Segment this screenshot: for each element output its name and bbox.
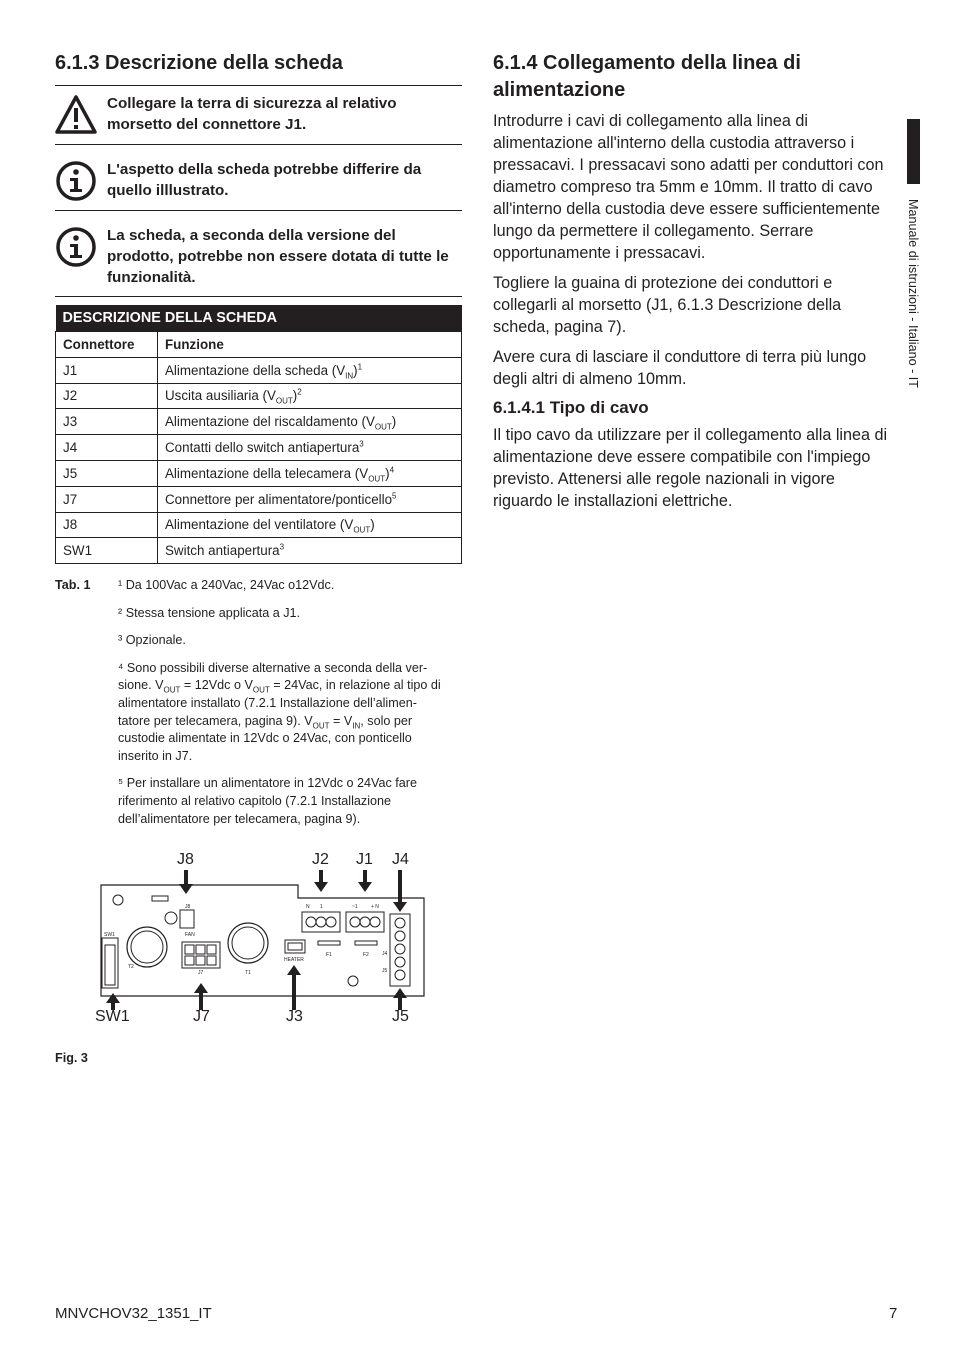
connector-cell: J3 [56, 409, 158, 435]
function-cell: Connettore per alimentatore/ponticello$^5$ [158, 486, 462, 512]
section-title: 6.1.3 Descrizione della scheda [55, 52, 343, 74]
connector-cell: J5 [56, 460, 158, 486]
description-table [55, 305, 462, 564]
table-row [56, 357, 462, 383]
board-diagram [90, 850, 430, 1035]
function-cell: Alimentazione della scheda $(V_{IN})^1$ [158, 357, 462, 383]
connector-cell: J2 [56, 383, 158, 409]
svg-text:HEATER: HEATER [284, 957, 304, 963]
section-title: 6.1.4 Collegamento della linea di alimentazione [493, 52, 801, 101]
connector-cell: J1 [56, 357, 158, 383]
connector-cell: J7 [56, 486, 158, 512]
footnote: ³ Opzionale. [118, 633, 186, 648]
column-header: Connettore [56, 332, 158, 358]
paragraph: Introdurre i cavi di collegamento alla linea di alimentazione all'interno della custodia attraverso i pressacavi. I pressacavi sono adatti per conduttori con diametro compreso tra 5mm e 10mm. Il tratto di cavo all'interno della custodia deve essere sufficientemente lungo da permettere il collegamento. Serrare opportunamente i pressacavi. [493, 112, 884, 262]
info-text: La scheda, a seconda della versione del prodotto, potrebbe non essere dotata di tutte le funzionalità. [107, 227, 449, 286]
document-code: MNVCHOV32_1351_IT [55, 1305, 212, 1322]
table-header-row [56, 332, 462, 358]
table-row [56, 538, 462, 564]
svg-text:J8: J8 [185, 904, 191, 910]
footnotes [55, 577, 462, 838]
svg-text:1: 1 [320, 904, 323, 910]
table-row [56, 383, 462, 409]
svg-text:FAN: FAN [185, 932, 195, 938]
connector-cell: J8 [56, 512, 158, 538]
info-text: L'aspetto della scheda potrebbe differire da quello illlustrato. [107, 161, 422, 199]
warning-note [55, 86, 462, 145]
connector-label: J2 [312, 851, 329, 868]
svg-text:T2: T2 [128, 964, 134, 970]
connector-label: J1 [356, 851, 373, 868]
svg-text:J7: J7 [198, 970, 204, 976]
page-number: 7 [889, 1305, 898, 1322]
connector-label: J7 [193, 1008, 210, 1025]
side-label: Manuale di istruzioni - Italiano - IT [906, 199, 920, 388]
connector-label: J4 [392, 851, 409, 868]
info-note [55, 211, 462, 297]
table-row [56, 486, 462, 512]
side-tab-marker [907, 119, 920, 184]
connector-label: J3 [286, 1008, 303, 1025]
table-caption: Tab. 1 [55, 578, 91, 592]
table-row [56, 435, 462, 461]
svg-text:F1: F1 [326, 952, 332, 958]
footnote: ¹ Da 100Vac a 240Vac, 24Vac o12Vdc. [118, 578, 335, 592]
table-row [56, 460, 462, 486]
warning-triangle-icon [55, 94, 97, 136]
table-title: DESCRIZIONE DELLA SCHEDA [56, 305, 462, 332]
function-cell: Alimentazione della telecamera $(V_{OUT})^4$ [158, 460, 462, 486]
info-note [55, 145, 462, 211]
paragraph: Avere cura di lasciare il conduttore di terra più lungo degli altri di almeno 10mm. [493, 348, 867, 388]
table-row [56, 409, 462, 435]
connector-label: J8 [177, 851, 194, 868]
connector-cell: SW1 [56, 538, 158, 564]
connector-label: SW1 [95, 1008, 130, 1025]
svg-text:SW1: SW1 [104, 932, 115, 938]
info-circle-icon [55, 226, 97, 268]
footnote: ² Stessa tensione applicata a J1. [118, 605, 301, 620]
left-column [55, 50, 462, 826]
function-cell: Uscita ausiliaria $(V_{OUT})^2$ [158, 383, 462, 409]
svg-text:~1: ~1 [352, 904, 358, 910]
footnote: ⁵ Per installare un alimentatore in 12Vdc o 24Vac fare riferimento al relativo capitolo (7.2.1 Installazione dell’alimentatore per telecamera, pagina 9). [118, 776, 418, 826]
svg-text:T1: T1 [245, 970, 251, 976]
info-circle-icon [55, 160, 97, 202]
arrow-icon [106, 965, 407, 1010]
svg-text:J4: J4 [382, 951, 388, 957]
column-header: Funzione [158, 332, 462, 358]
function-cell: Contatti dello switch antiapertura$^3$ [158, 435, 462, 461]
warning-text: Collegare la terra di sicurezza al relativo morsetto del connettore J1. [107, 95, 397, 133]
board-drawing [90, 850, 430, 1035]
figure-caption: Fig. 3 [55, 1051, 88, 1065]
table-body [56, 357, 462, 563]
paragraph: Togliere la guaina di protezione dei conduttori e collegarli al morsetto (J1, 6.1.3 Descrizione della scheda, pagina 7). [493, 274, 842, 336]
function-cell: Alimentazione del ventilatore $(V_{OUT})$ [158, 512, 462, 538]
table-row [56, 512, 462, 538]
svg-text:J5: J5 [382, 968, 388, 974]
connector-cell: J4 [56, 435, 158, 461]
right-column [493, 50, 891, 520]
paragraph: Il tipo cavo da utilizzare per il collegamento alla linea di alimentazione deve essere compatibile con l'impiego previsto. Attenersi alle regole nazionali in vigore riguardo le installazioni elettriche. [493, 426, 888, 510]
connector-label: J5 [392, 1008, 409, 1025]
function-cell: Switch antiapertura$^3$ [158, 538, 462, 564]
svg-text:N: N [306, 904, 310, 910]
footnote: ⁴ Sono possibili diverse alternative a seconda della ver- sione. $V_{OUT} = 12Vdc$ o $V_{OUT} = 24Vac$, in relazione al tipo di alimentatore installato (7.2.1 Installazione dell’alimen- tatore per telecamera, pagina 9). $V_{OUT} = V_{IN}$, solo per custodie alimentate in 12Vdc o 24Vac, con ponticello inserito in J7. [118, 660, 441, 763]
subsection-title: 6.1.4.1 Tipo di cavo [493, 398, 649, 417]
function-cell: Alimentazione del riscaldamento $(V_{OUT})$ [158, 409, 462, 435]
svg-text:F2: F2 [363, 952, 369, 958]
svg-text:+ N: + N [371, 904, 379, 910]
